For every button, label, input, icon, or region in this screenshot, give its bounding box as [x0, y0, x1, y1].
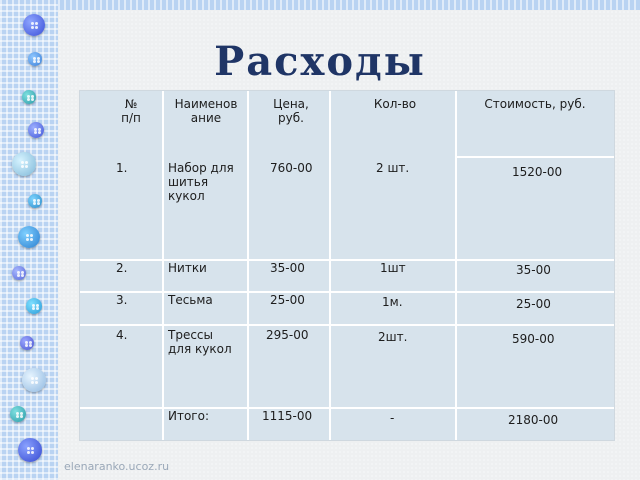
row-3-quantity: 1м.	[382, 295, 403, 309]
row-3-cost: 25-00	[516, 297, 551, 311]
button-decoration-icon	[23, 14, 45, 36]
table-grid-line	[247, 91, 249, 440]
header-cost: Стоимость, руб.	[484, 97, 586, 111]
button-decoration-icon	[28, 122, 44, 138]
row-2-cost: 35-00	[516, 263, 551, 277]
row-4-price: 295-00	[266, 328, 309, 342]
total-price: 1115-00	[262, 409, 313, 423]
button-decoration-icon	[12, 152, 36, 176]
row-3-name: Тесьма	[168, 293, 213, 307]
row-1-number: 1.	[116, 161, 128, 175]
button-decoration-icon	[26, 298, 42, 314]
table-grid-line	[80, 259, 614, 261]
header-quantity: Кол-во	[373, 97, 417, 111]
total-quantity: -	[390, 411, 395, 425]
row-4-quantity: 2шт.	[378, 330, 408, 344]
row-3-number: 3.	[116, 293, 128, 307]
row-2-price: 35-00	[270, 261, 305, 275]
button-decoration-icon	[10, 406, 26, 422]
header-number: № п/п	[121, 97, 141, 125]
row-1-cost: 1520-00	[512, 165, 563, 179]
row-1-quantity: 2 шт.	[376, 161, 410, 175]
button-decoration-icon	[22, 90, 36, 104]
page-title: Расходы	[214, 38, 426, 85]
table-grid-line	[80, 407, 614, 409]
row-4-name: Трессы для кукол	[168, 328, 232, 356]
row-2-quantity: 1шт	[380, 261, 406, 275]
table-grid-line	[455, 91, 457, 440]
decorative-border-top	[58, 0, 640, 10]
row-2-number: 2.	[116, 261, 128, 275]
table-grid-line	[455, 156, 614, 158]
header-name: Наименов ание	[174, 97, 238, 125]
button-decoration-icon	[28, 194, 42, 208]
row-4-number: 4.	[116, 328, 128, 342]
row-4-cost: 590-00	[512, 332, 555, 346]
row-3-price: 25-00	[270, 293, 305, 307]
button-decoration-icon	[18, 226, 40, 248]
header-price: Цена, руб.	[273, 97, 309, 125]
table-grid-line	[162, 91, 164, 440]
button-decoration-icon	[20, 336, 34, 350]
row-1-price: 760-00	[270, 161, 313, 175]
button-decoration-icon	[18, 438, 42, 462]
button-decoration-icon	[12, 266, 26, 280]
total-cost: 2180-00	[508, 413, 559, 427]
total-label: Итого:	[168, 409, 209, 423]
button-decoration-icon	[22, 368, 46, 392]
row-1-name: Набор для шитья кукол	[168, 161, 234, 203]
table-grid-line	[80, 324, 614, 326]
table-grid-line	[329, 91, 331, 440]
row-2-name: Нитки	[168, 261, 207, 275]
expenses-table	[79, 90, 615, 441]
watermark: elenaranko.ucoz.ru	[64, 460, 170, 473]
table-grid-line	[80, 291, 614, 293]
